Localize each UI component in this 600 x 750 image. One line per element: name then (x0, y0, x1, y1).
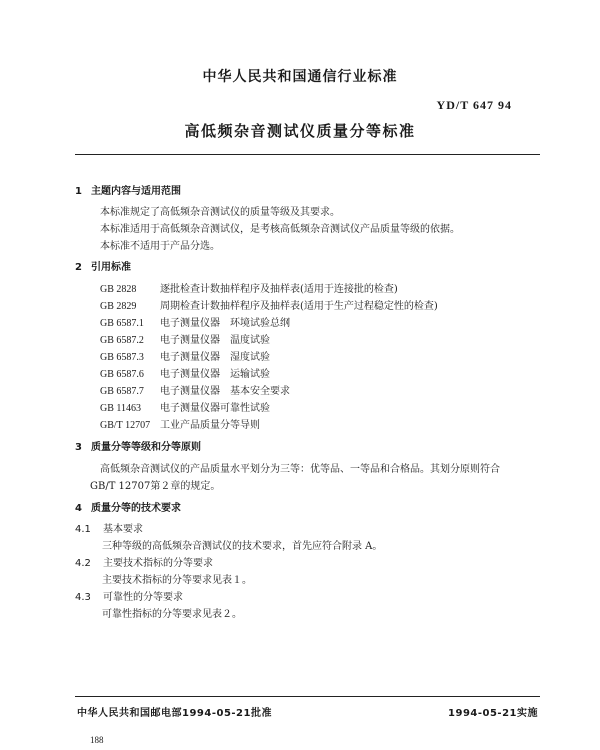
reference-code: GB 6587.2 (100, 335, 144, 346)
section-4-number: 4 (75, 503, 82, 514)
reference-item (100, 280, 398, 295)
reference-code: GB 2829 (100, 301, 137, 312)
reference-title: 电子测量仪器可靠性试验 (160, 403, 270, 414)
reference-title: 周期检查计数抽样程序及抽样表(适用于生产过程稳定性的检查) (160, 301, 438, 312)
reference-code: GB 2828 (100, 284, 137, 295)
section-2-number: 2 (75, 262, 82, 273)
reference-item (100, 365, 270, 380)
section-1-title: 主题内容与适用范围 (91, 186, 181, 197)
subsection-number: 4.3 (75, 592, 91, 603)
subsection-heading (75, 554, 213, 569)
reference-item (100, 382, 290, 397)
document-title: 高低频杂音测试仪质量分等标准 (184, 122, 416, 140)
subsection-heading (75, 588, 183, 603)
page-number: 188 (90, 735, 104, 745)
reference-code: GB 6587.3 (100, 352, 144, 363)
section-1-number: 1 (75, 186, 82, 197)
reference-code: GB/T 12707 (100, 420, 151, 431)
reference-code: GB 6587.7 (100, 386, 144, 397)
section-1-para-2: 本标准适用于高低频杂音测试仪，是考核高低频杂音测试仪产品质量等级的依据。 (100, 224, 460, 235)
section-3-title: 质量分等等级和分等原则 (91, 442, 201, 453)
standard-code: YD/T 647 94 (436, 98, 512, 112)
section-3-para-line-1: 高低频杂音测试仪的产品质量水平划分为三等：优等品、一等品和合格品。其划分原则符合 (100, 464, 500, 475)
subsection-number: 4.1 (75, 524, 91, 535)
reference-title: 电子测量仪器 环境试验总纲 (160, 318, 290, 329)
subsection-text: 主要技术指标的分等要求见表１。 (102, 575, 252, 586)
subsection-text: 三种等级的高低频杂音测试仪的技术要求，首先应符合附录 A。 (102, 541, 383, 552)
subsection-label: 主要技术指标的分等要求 (103, 558, 213, 569)
reference-item (100, 399, 270, 414)
section-3-number: 3 (75, 442, 82, 453)
issuing-authority: 中华人民共和国通信行业标准 (202, 69, 398, 85)
subsection-label: 基本要求 (103, 524, 143, 535)
reference-item (100, 348, 270, 363)
reference-title: 电子测量仪器 运输试验 (160, 369, 270, 380)
reference-item (100, 331, 270, 346)
subsection-heading (75, 520, 143, 535)
reference-item (100, 297, 438, 312)
section-4-title: 质量分等的技术要求 (91, 503, 181, 514)
subsection-number: 4.2 (75, 558, 91, 569)
section-2-title: 引用标准 (91, 262, 131, 273)
section-1-heading (75, 182, 181, 197)
effective-date: 1994-05-21实施 (448, 708, 538, 719)
reference-title: 逐批检查计数抽样程序及抽样表(适用于连接批的检查) (160, 284, 398, 295)
section-3-para-line-2: GB/T 12707第２章的规定。 (90, 481, 221, 492)
footer-rule (75, 696, 540, 697)
reference-title: 电子测量仪器 基本安全要求 (160, 386, 290, 397)
reference-title: 工业产品质量分等导则 (160, 420, 260, 431)
section-2-heading (75, 258, 131, 273)
reference-title: 电子测量仪器 温度试验 (160, 335, 270, 346)
reference-code: GB 11463 (100, 403, 142, 414)
reference-title: 电子测量仪器 湿度试验 (160, 352, 270, 363)
subsection-label: 可靠性的分等要求 (103, 592, 183, 603)
section-1-para-1: 本标准规定了高低频杂音测试仪的质量等级及其要求。 (100, 207, 340, 218)
approval-line: 中华人民共和国邮电部1994-05-21批准 (77, 708, 272, 719)
section-4-heading (75, 499, 181, 514)
reference-code: GB 6587.6 (100, 369, 144, 380)
section-1-para-3: 本标准不适用于产品分选。 (100, 241, 220, 252)
reference-code: GB 6587.1 (100, 318, 144, 329)
header-rule (75, 154, 540, 155)
reference-item (100, 314, 290, 329)
section-3-heading (75, 438, 201, 453)
reference-item (100, 416, 260, 431)
subsection-text: 可靠性指标的分等要求见表２。 (102, 609, 242, 620)
